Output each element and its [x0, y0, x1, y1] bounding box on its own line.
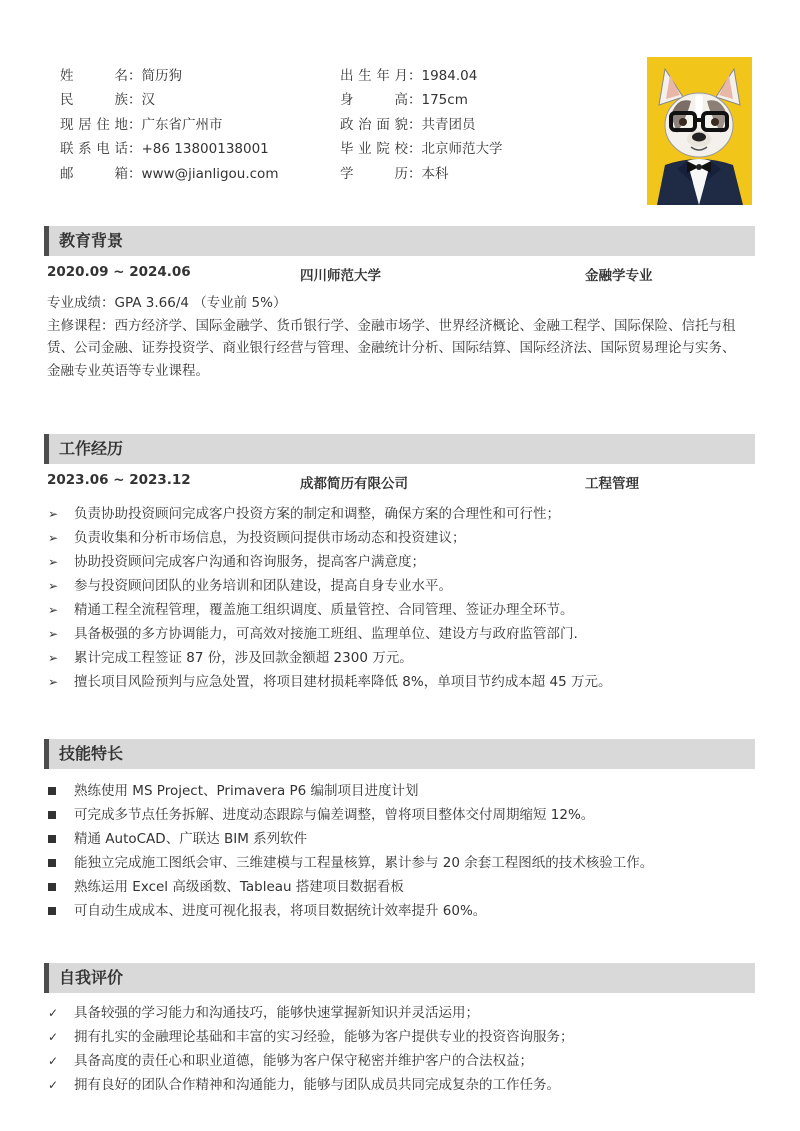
- info-name: 姓名：简历狗: [60, 68, 182, 84]
- section-title: 教育背景: [59, 231, 124, 250]
- arrow-bullet-icon: ➢: [48, 627, 59, 641]
- square-bullet-icon: [48, 859, 56, 867]
- list-item: ➢ 精通工程全流程管理，覆盖施工组织调度、质量管控、合同管理、签证办理全环节。: [44, 598, 755, 622]
- check-icon: ✓: [48, 1030, 59, 1044]
- education-major: 金融学专业: [585, 268, 653, 284]
- personal-info: [60, 64, 620, 194]
- list-item: ✓ 具备高度的责任心和职业道德，能够为客户保守秘密并维护客户的合法权益；: [44, 1049, 755, 1073]
- arrow-bullet-icon: ➢: [48, 507, 59, 521]
- info-birth: 出生年月：1984.04: [340, 68, 478, 84]
- education-date: 2020.09 ~ 2024.06: [47, 264, 191, 280]
- education-score: 专业成绩：GPA 3.66/4 （专业前 5%）: [47, 295, 287, 311]
- section-title: 技能特长: [59, 744, 124, 763]
- profile-photo: [647, 57, 752, 205]
- info-email: 邮箱：www@jianligou.com: [60, 165, 279, 182]
- square-bullet-icon: [48, 835, 56, 843]
- info-ethnicity: 民族：汉: [60, 92, 155, 109]
- info-height: 身高：175cm: [340, 92, 468, 109]
- list-item: ✓ 拥有良好的团队合作精神和沟通能力，能够与团队成员共同完成复杂的工作任务。: [44, 1073, 755, 1097]
- list-item: 可完成多节点任务拆解、进度动态跟踪与偏差调整，曾将项目整体交付周期缩短 12%。: [44, 803, 755, 827]
- education-school: 四川师范大学: [300, 268, 381, 284]
- skills-list: [44, 779, 755, 923]
- work-section: [44, 434, 755, 694]
- dog-portrait-icon: [647, 57, 752, 205]
- square-bullet-icon: [48, 787, 56, 795]
- list-item: ➢ 累计完成工程签证 87 份，涉及回款金额超 2300 万元。: [44, 646, 755, 670]
- skills-section: [44, 739, 755, 923]
- list-item: 熟练使用 MS Project、Primavera P6 编制项目进度计划: [44, 779, 755, 803]
- list-item: ➢ 负责协助投资顾问完成客户投资方案的制定和调整，确保方案的合理性和可行性；: [44, 502, 755, 526]
- self-evaluation-section: [44, 963, 755, 1097]
- info-school: 毕业院校：北京师范大学: [340, 141, 503, 158]
- info-phone: 联系电话：+86 13800138001: [60, 141, 269, 158]
- section-header: [44, 963, 755, 993]
- list-item: ➢ 负责收集和分析市场信息，为投资顾问提供市场动态和投资建议；: [44, 526, 755, 550]
- list-item: ✓ 具备较强的学习能力和沟通技巧，能够快速掌握新知识并灵活运用；: [44, 1001, 755, 1025]
- personal-info-right: [340, 64, 600, 186]
- work-company: 成都简历有限公司: [300, 476, 408, 492]
- square-bullet-icon: [48, 907, 56, 915]
- info-degree: 学历：本科: [340, 165, 449, 182]
- arrow-bullet-icon: ➢: [48, 603, 59, 617]
- check-icon: ✓: [48, 1078, 59, 1092]
- self-evaluation-list: [44, 1001, 755, 1097]
- list-item: 可自动生成成本、进度可视化报表，将项目数据统计效率提升 60%。: [44, 899, 755, 923]
- work-date: 2023.06 ~ 2023.12: [47, 472, 191, 488]
- personal-info-left: [60, 64, 340, 186]
- arrow-bullet-icon: ➢: [48, 555, 59, 569]
- education-courses: 主修课程：西方经济学、国际金融学、货币银行学、金融市场学、世界经济概论、金融工程学、国际保险、信托与租赁、公司金融、证券投资学、商业银行经营与管理、金融统计分析、国际结算、国际经济法、国际贸易理论与实务、金融专业英语等专业课程。: [47, 317, 736, 379]
- list-item: ➢ 协助投资顾问完成客户沟通和咨询服务，提高客户满意度；: [44, 550, 755, 574]
- section-header: [44, 434, 755, 464]
- list-item: ➢ 具备极强的多方协调能力，可高效对接施工班组、监理单位、建设方与政府监管部门.: [44, 622, 755, 646]
- list-item: ➢ 参与投资顾问团队的业务培训和团队建设，提高自身专业水平。: [44, 574, 755, 598]
- list-item: 熟练运用 Excel 高级函数、Tableau 搭建项目数据看板: [44, 875, 755, 899]
- list-item: ✓ 拥有扎实的金融理论基础和丰富的实习经验，能够为客户提供专业的投资咨询服务；: [44, 1025, 755, 1049]
- arrow-bullet-icon: ➢: [48, 579, 59, 593]
- education-section: [44, 226, 755, 382]
- work-entry: [44, 472, 755, 494]
- section-header: [44, 226, 755, 256]
- section-title: 工作经历: [59, 439, 124, 458]
- check-icon: ✓: [48, 1006, 59, 1020]
- work-duties: [44, 502, 755, 694]
- list-item: ➢ 擅长项目风险预判与应急处置，将项目建材损耗率降低 8%，单项目节约成本超 45 万元。: [44, 670, 755, 694]
- info-residence: 现居住地：广东省广州市: [60, 116, 223, 133]
- work-role: 工程管理: [585, 476, 639, 492]
- arrow-bullet-icon: ➢: [48, 675, 59, 689]
- check-icon: ✓: [48, 1054, 59, 1068]
- arrow-bullet-icon: ➢: [48, 651, 59, 665]
- section-title: 自我评价: [59, 968, 124, 987]
- square-bullet-icon: [48, 883, 56, 891]
- list-item: 能独立完成施工图纸会审、三维建模与工程量核算，累计参与 20 余套工程图纸的技术核验工作。: [44, 851, 755, 875]
- section-header: [44, 739, 755, 769]
- education-entry: [44, 264, 755, 286]
- square-bullet-icon: [48, 811, 56, 819]
- arrow-bullet-icon: ➢: [48, 531, 59, 545]
- list-item: 精通 AutoCAD、广联达 BIM 系列软件: [44, 827, 755, 851]
- info-political: 政治面貌：共青团员: [340, 116, 476, 133]
